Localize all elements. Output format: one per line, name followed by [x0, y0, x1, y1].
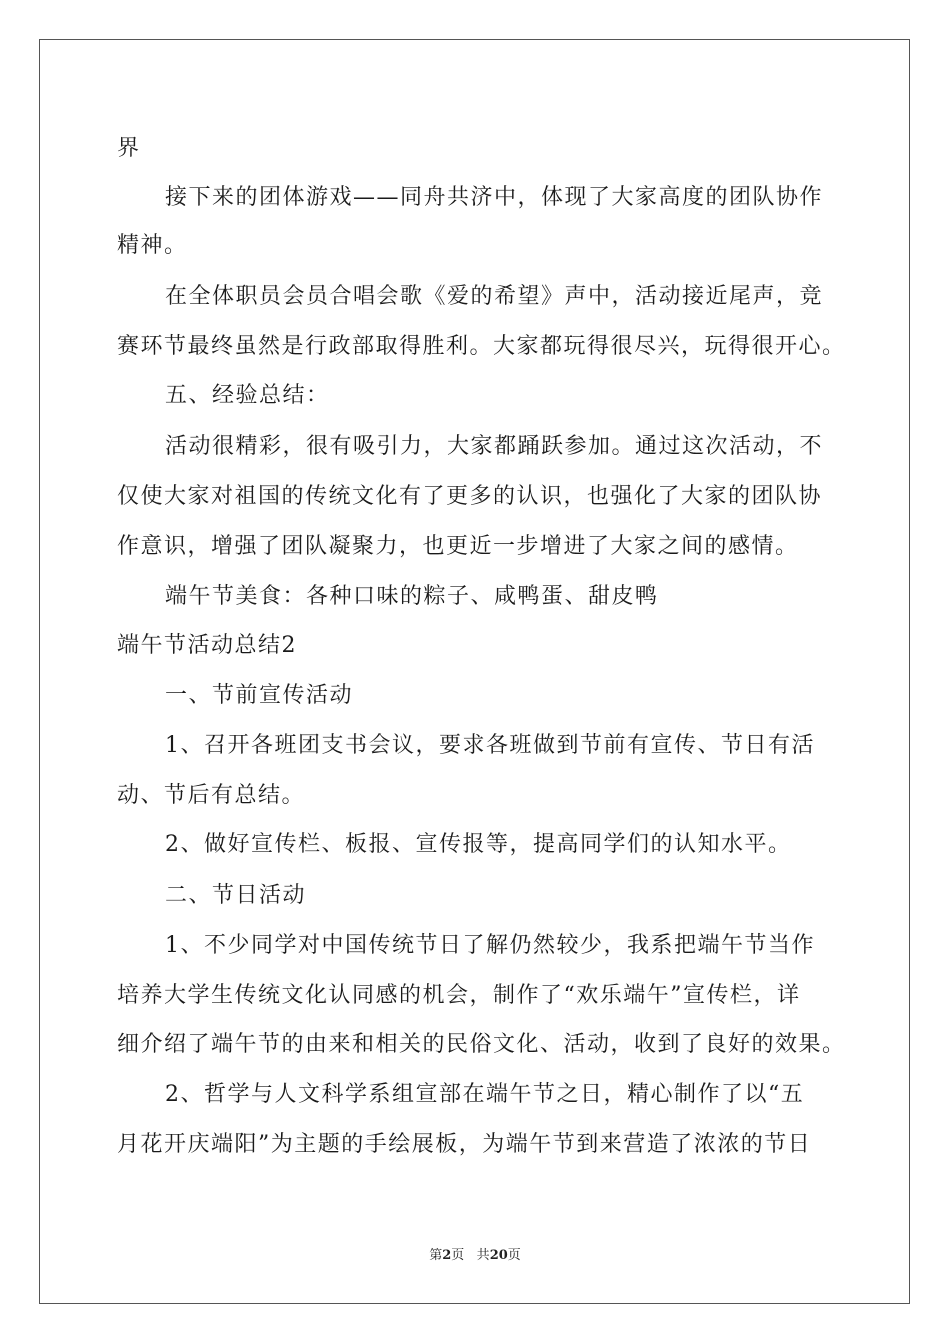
page-suffix: 页	[451, 1248, 465, 1263]
text-line: 动、节后有总结。	[117, 783, 306, 808]
total-suffix: 页	[507, 1248, 521, 1263]
text-line: 赛环节最终虽然是行政部取得胜利。大家都玩得很尽兴，玩得很开心。	[117, 334, 846, 359]
page-frame	[39, 39, 910, 1304]
text-line: 在全体职员会员合唱会歌《爱的希望》声中，活动接近尾声，竞	[165, 284, 824, 309]
text-line: 活动很精彩，很有吸引力，大家都踊跃参加。通过这次活动，不	[165, 434, 824, 459]
text-line: 2、做好宣传栏、板报、宣传报等，提高同学们的认知水平。	[165, 832, 792, 857]
text-line: 作意识，增强了团队凝聚力，也更近一步增进了大家之间的感情。	[117, 534, 799, 559]
page-prefix: 第	[429, 1248, 443, 1263]
text-line: 1、召开各班团支书会议，要求各班做到节前有宣传、节日有活	[165, 733, 815, 758]
text-line: 细介绍了端午节的由来和相关的民俗文化、活动，收到了良好的效果。	[117, 1032, 846, 1057]
page-footer	[0, 1247, 950, 1265]
text-line: 1、不少同学对中国传统节日了解仍然较少，我系把端午节当作	[165, 933, 815, 958]
section-heading: 二、节日活动	[165, 883, 307, 908]
total-pages: 20	[489, 1248, 508, 1263]
text-line: 接下来的团体游戏——同舟共济中，体现了大家高度的团队协作	[165, 185, 824, 210]
text-line: 界	[117, 136, 141, 161]
text-line: 2、哲学与人文科学系组宣部在端午节之日，精心制作了以“五	[165, 1082, 805, 1107]
document-title: 端午节活动总结2	[117, 633, 297, 658]
text-line: 端午节美食：各种口味的粽子、咸鸭蛋、甜皮鸭	[165, 584, 659, 609]
section-heading: 一、节前宣传活动	[165, 683, 354, 708]
page-number: 2	[442, 1248, 452, 1263]
text-line: 月花开庆端阳”为主题的手绘展板，为端午节到来营造了浓浓的节日	[117, 1132, 812, 1157]
text-line: 精神。	[117, 233, 188, 258]
section-heading: 五、经验总结：	[165, 383, 330, 408]
text-line: 仅使大家对祖国的传统文化有了更多的认识，也强化了大家的团队协	[117, 484, 823, 509]
total-prefix: 共	[476, 1248, 490, 1263]
text-line: 培养大学生传统文化认同感的机会，制作了“欢乐端午”宣传栏，详	[117, 983, 801, 1008]
